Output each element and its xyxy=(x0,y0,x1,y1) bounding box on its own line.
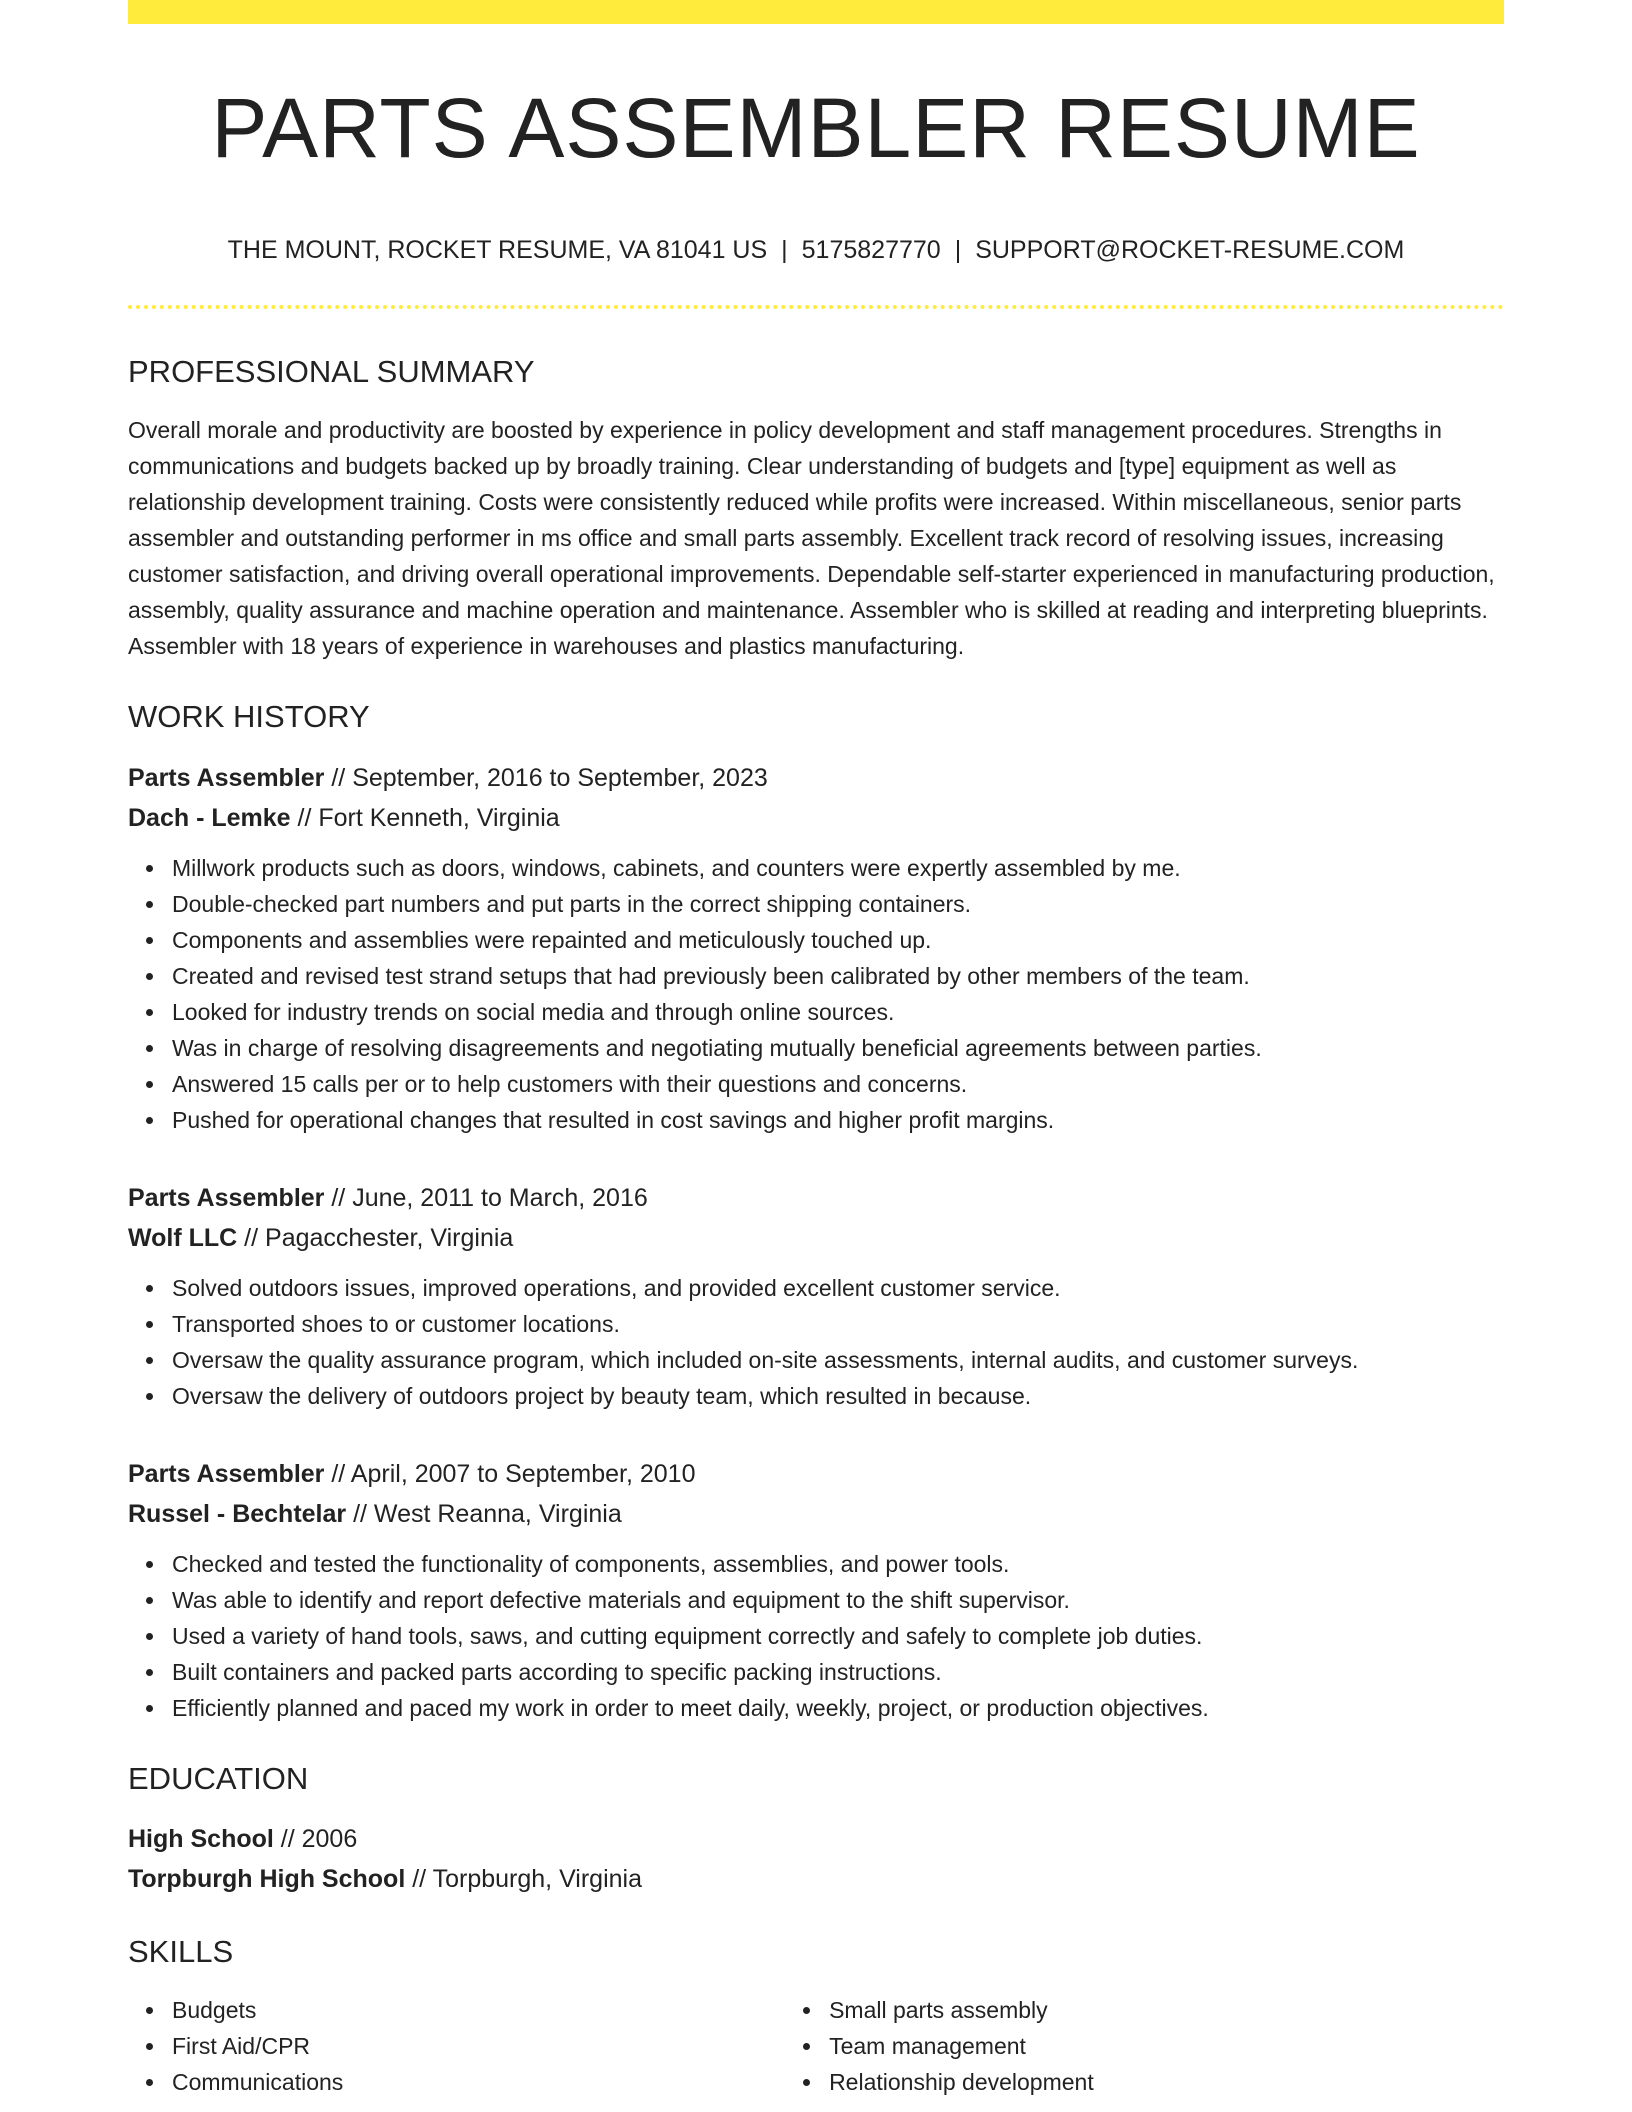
job-title-line xyxy=(128,1178,1504,1218)
job-title-line xyxy=(128,1454,1504,1494)
resume-page xyxy=(128,0,1504,2100)
education-school: Torpburgh High School xyxy=(128,1864,406,1893)
list-item: Components and assemblies were repainted and meticulously touched up. xyxy=(172,922,1504,958)
education-degree: High School xyxy=(128,1824,274,1853)
job-title-line xyxy=(128,758,1504,798)
job-dates: // April, 2007 to September, 2010 xyxy=(324,1459,696,1488)
contact-address: THE MOUNT, ROCKET RESUME, VA 81041 US xyxy=(227,236,768,265)
job-duties-list xyxy=(128,1546,1504,1726)
list-item: Used a variety of hand tools, saws, and cutting equipment correctly and safely to complete job duties. xyxy=(172,1618,1504,1654)
job-dates: // June, 2011 to March, 2016 xyxy=(324,1183,648,1212)
job-entry xyxy=(128,1178,1504,1414)
job-location: // Fort Kenneth, Virginia xyxy=(290,803,560,832)
list-item: Millwork products such as doors, windows, cabinets, and counters were expertly assembled by me. xyxy=(172,850,1504,886)
list-item: Double-checked part numbers and put parts in the correct shipping containers. xyxy=(172,886,1504,922)
skills-list-left xyxy=(128,1992,785,2100)
skill-item: First Aid/CPR xyxy=(172,2028,785,2064)
skills-grid xyxy=(128,1992,1504,2100)
list-item: Checked and tested the functionality of components, assemblies, and power tools. xyxy=(172,1546,1504,1582)
list-item: Created and revised test strand setups that had previously been calibrated by other members of the team. xyxy=(172,958,1504,994)
job-dates: // September, 2016 to September, 2023 xyxy=(324,763,768,792)
education-year: // 2006 xyxy=(273,1824,358,1853)
contact-separator: | xyxy=(781,236,788,265)
contact-separator: | xyxy=(954,236,962,265)
summary-text: Overall morale and productivity are boosted by experience in policy development and staff management procedures. Strengths in communications and budgets backed up by broadly training. Clear understanding of budgets and [type] equipment as well as relationship development training. Costs were consistently reduced while profits were increased. Within miscellaneous, senior parts assembler and outstanding performer in ms office and small parts assembly. Excellent track record of resolving issues, increasing customer satisfaction, and driving overall operational improvements. Dependable self-starter experienced in manufacturing production, assembly, quality assurance and machine operation and maintenance. Assembler who is skilled at reading and interpreting blueprints. Assembler with 18 years of experience in warehouses and plastics manufacturing. xyxy=(128,417,1495,660)
list-item: Built containers and packed parts according to specific packing instructions. xyxy=(172,1654,1504,1690)
education-school-line xyxy=(128,1859,1504,1899)
education-degree-line xyxy=(128,1819,1504,1859)
list-item: Transported shoes to or customer locations. xyxy=(172,1306,1504,1342)
education-heading: EDUCATION xyxy=(128,1760,309,1796)
education-location: // Torpburgh, Virginia xyxy=(405,1864,642,1893)
job-location: // Pagacchester, Virginia xyxy=(237,1223,514,1252)
job-company: Russel - Bechtelar xyxy=(128,1499,347,1528)
list-item: Looked for industry trends on social media and through online sources. xyxy=(172,994,1504,1030)
skill-item: Relationship development xyxy=(829,2064,1504,2100)
job-company-line xyxy=(128,1218,1504,1258)
job-duties-list xyxy=(128,1270,1504,1414)
dotted-divider xyxy=(128,305,1504,309)
education-entry xyxy=(128,1819,1504,1899)
contact-phone: 5175827770 xyxy=(801,236,941,265)
work-history-heading: WORK HISTORY xyxy=(128,699,370,735)
job-role: Parts Assembler xyxy=(128,1183,325,1212)
list-item: Answered 15 calls per or to help customers with their questions and concerns. xyxy=(172,1066,1504,1102)
list-item: Pushed for operational changes that resulted in cost savings and higher profit margins. xyxy=(172,1102,1504,1138)
skills-heading: SKILLS xyxy=(128,1933,234,1969)
job-company-line xyxy=(128,1494,1504,1534)
job-role: Parts Assembler xyxy=(128,1459,325,1488)
list-item: Oversaw the delivery of outdoors project by beauty team, which resulted in because. xyxy=(172,1378,1504,1414)
accent-top-bar xyxy=(128,0,1504,24)
document-title: PARTS ASSEMBLER RESUME xyxy=(211,81,1421,175)
job-company-line xyxy=(128,798,1504,838)
job-company: Dach - Lemke xyxy=(128,803,291,832)
list-item: Efficiently planned and paced my work in order to meet daily, weekly, project, or production objectives. xyxy=(172,1690,1504,1726)
skill-item: Small parts assembly xyxy=(829,1992,1504,2028)
skill-item: Team management xyxy=(829,2028,1504,2064)
list-item: Was in charge of resolving disagreements and negotiating mutually beneficial agreements between parties. xyxy=(172,1030,1504,1066)
job-role: Parts Assembler xyxy=(128,763,325,792)
contact-line xyxy=(128,236,1504,265)
summary-heading: PROFESSIONAL SUMMARY xyxy=(128,354,535,390)
skills-list-right xyxy=(785,1992,1504,2100)
list-item: Was able to identify and report defective materials and equipment to the shift supervisor. xyxy=(172,1582,1504,1618)
contact-email: SUPPORT@ROCKET-RESUME.COM xyxy=(975,236,1405,265)
job-company: Wolf LLC xyxy=(128,1223,238,1252)
skill-item: Budgets xyxy=(172,1992,785,2028)
skill-item: Communications xyxy=(172,2064,785,2100)
job-entry xyxy=(128,1454,1504,1726)
job-duties-list xyxy=(128,850,1504,1138)
list-item: Oversaw the quality assurance program, which included on-site assessments, internal audits, and customer surveys. xyxy=(172,1342,1504,1378)
list-item: Solved outdoors issues, improved operations, and provided excellent customer service. xyxy=(172,1270,1504,1306)
job-entry xyxy=(128,758,1504,1138)
job-location: // West Reanna, Virginia xyxy=(346,1499,622,1528)
